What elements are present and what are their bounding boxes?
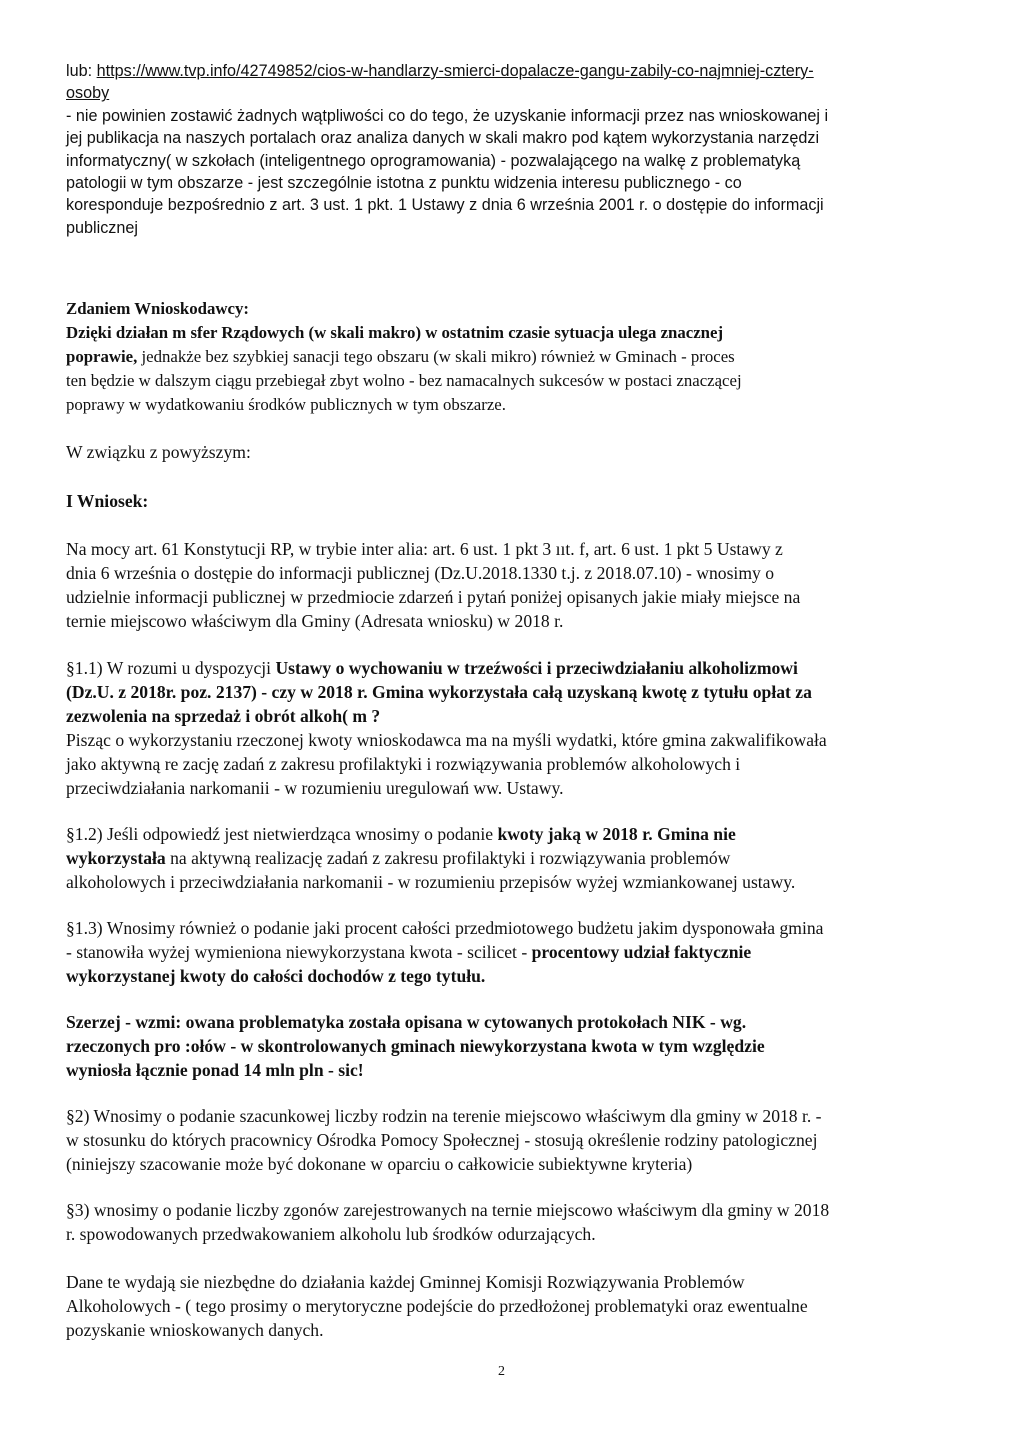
closing-paragraph bbox=[66, 1270, 956, 1342]
intro-line: patologii w tym obszarze - jest szczególnie istotna z punktu widzenia interesu publicznego - co bbox=[66, 174, 742, 193]
s11-line: Pisząc o wykorzystaniu rzeczonej kwoty wnioskodawca ma na myśli wydatki, które gmina zakwalifikowała bbox=[66, 730, 827, 750]
s11-line: przeciwdziałania narkomanii - w rozumieniu uregulowań ww. Ustawy. bbox=[66, 778, 564, 798]
s12-line: §1.2) Jeśli odpowiedź jest nietwierdząca wnosimy o podanie kwoty jaką w 2018 r. Gmina nie bbox=[66, 824, 736, 844]
s13-line: wykorzystanej kwoty do całości dochodów z tego tytułu. bbox=[66, 966, 486, 986]
intro-line: informatyczny( w szkołach (inteligentnego oprogramowania) - pozwalającego na walkę z problematyką bbox=[66, 151, 801, 170]
intro-line: publicznej bbox=[66, 218, 138, 237]
s12-line: wykorzystała na aktywną realizację zadań z zakresu profilaktyki i rozwiązywania problemów bbox=[66, 848, 731, 868]
s2-line: §2) Wnosimy o podanie szacunkowej liczby rodzin na terenie miejscowo właściwym dla gminy w 2018 r. - bbox=[66, 1106, 822, 1126]
intro-line: koresponduje bezpośrednio z art. 3 ust. 1 pkt. 1 Ustawy z dnia 6 września 2001 r. o dostępie do informacji bbox=[66, 196, 824, 215]
opinion-heading: Zdaniem Wnioskodawcy: bbox=[66, 299, 249, 318]
nik-line: wyniosła łącznie ponad 14 mln pln - sic! bbox=[66, 1060, 364, 1080]
intro-line: - nie powinien zostawić żadnych wątpliwości co do tego, że uzyskanie informacji przez nas wnioskowanej i bbox=[66, 106, 829, 125]
opinion-line: poprawie, jednakże bez szybkiej sanacji tego obszaru (w skali mikro) również w Gminach - proces bbox=[66, 347, 735, 366]
source-link-continuation[interactable]: osoby bbox=[66, 84, 110, 103]
s13-line: §1.3) Wnosimy również o podanie jaki procent całości przedmiotowego budżetu jakim dysponowała gmina bbox=[66, 918, 824, 938]
opinion-line: ten będzie w dalszym ciągu przebiegał zbyt wolno - bez namacalnych sukcesów w postaci znaczącej bbox=[66, 371, 742, 390]
s11-line: jako aktywną re zację zadań z zakresu profilaktyki i rozwiązywania problemów alkoholowych i bbox=[66, 754, 741, 774]
nik-note bbox=[66, 1010, 956, 1082]
s3-line: r. spowodowanych przedwakowaniem alkoholu lub środków odurzających. bbox=[66, 1224, 596, 1244]
opinion-line: Dzięki działan m sfer Rządowych (w skali makro) w ostatnim czasie sytuacja ulega znacznej bbox=[66, 323, 724, 342]
legal-line: udzielnie informacji publicznej w przedmiocie zdarzeń i pytań poniżej opisanych jakie miały miejsce na bbox=[66, 587, 801, 607]
source-link-line bbox=[66, 60, 956, 82]
legal-basis-paragraph bbox=[66, 537, 956, 633]
link-prefix: lub: bbox=[66, 62, 97, 80]
s13-line: - stanowiła wyżej wymieniona niewykorzystana kwota - scilicet - procentowy udział faktycznie bbox=[66, 942, 752, 962]
legal-line: dnia 6 września o dostępie do informacji publicznej (Dz.U.2018.1330 t.j. z 2018.07.10) - wnosimy o bbox=[66, 563, 775, 583]
s11-line: zezwolenia na sprzedaż i obrót alkoh( m ? bbox=[66, 706, 381, 726]
s12-line: alkoholowych i przeciwdziałania narkomanii - w rozumieniu przepisów wyżej wzmiankowanej ustawy. bbox=[66, 872, 796, 892]
request-heading: I Wniosek: bbox=[66, 491, 149, 511]
opinion-section bbox=[66, 297, 956, 417]
intro-line: jej publikacja na naszych portalach oraz analiza danych w skali makro pod kątem wykorzystania narzędzi bbox=[66, 129, 820, 148]
legal-line: ternie miejscowo właściwym dla Gminy (Adresata wniosku) w 2018 r. bbox=[66, 611, 564, 631]
s2-line: (niniejszy szacowanie może być dokonane w oparciu o całkowicie subiektywne kryteria) bbox=[66, 1154, 693, 1174]
s3-line: §3) wnosimy o podanie liczby zgonów zarejestrowanych na ternie miejscowo właściwym dla gminy w 2018 bbox=[66, 1200, 830, 1220]
nik-line: rzeczonych pro :ołów - w skontrolowanych gminach niewykorzystana kwota w tym względzie bbox=[66, 1036, 765, 1056]
s2-line: w stosunku do których pracownicy Ośrodka Pomocy Społecznej - stosują określenie rodziny patologicznej bbox=[66, 1130, 818, 1150]
closing-line: pozyskanie wnioskowanych danych. bbox=[66, 1320, 324, 1340]
page-number: 2 bbox=[498, 1364, 505, 1379]
opinion-line: poprawy w wydatkowaniu środków publicznych w tym obszarze. bbox=[66, 395, 506, 414]
section-1-3 bbox=[66, 916, 956, 988]
s11-line: (Dz.U. z 2018r. poz. 2137) - czy w 2018 r. Gmina wykorzystała całą uzyskaną kwotę z tytułu opłat za bbox=[66, 682, 812, 702]
intro-paragraph bbox=[66, 60, 956, 239]
section-1-1 bbox=[66, 656, 956, 800]
closing-line: Dane te wydają sie niezbędne do działania każdej Gminnej Komisji Rozwiązywania Problemów bbox=[66, 1272, 745, 1292]
s11-line: §1.1) W rozumi u dyspozycji Ustawy o wychowaniu w trzeźwości i przeciwdziałaniu alkoholizmowi bbox=[66, 658, 798, 678]
nik-line: Szerzej - wzmi: owana problematyka została opisana w cytowanych protokołach NIK - wg. bbox=[66, 1012, 747, 1032]
legal-line: Na mocy art. 61 Konstytucji RP, w trybie inter alia: art. 6 ust. 1 pkt 3 ııt. f, art. 6 ust. 1 pkt 5 Ustawy z bbox=[66, 539, 783, 559]
section-3 bbox=[66, 1198, 956, 1246]
in-connection-text: W związku z powyższym: bbox=[66, 442, 251, 462]
section-2 bbox=[66, 1104, 956, 1176]
closing-line: Alkoholowych - ( tego prosimy o merytoryczne podejście do przedłożonej problematyki oraz ewentualne bbox=[66, 1296, 808, 1316]
source-link[interactable]: https://www.tvp.info/42749852/cios-w-handlarzy-smierci-dopalacze-gangu-zabily-co-najmniej-cztery- bbox=[96, 62, 814, 80]
section-1-2 bbox=[66, 822, 956, 894]
